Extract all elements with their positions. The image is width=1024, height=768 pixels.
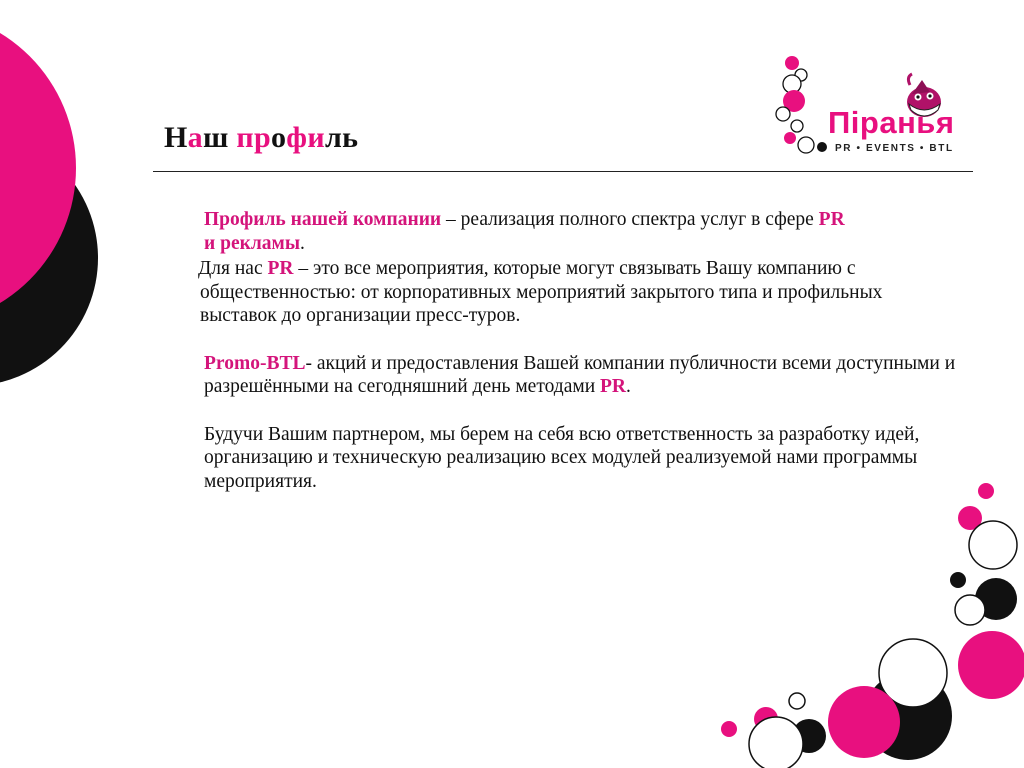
- bubble: [978, 483, 994, 499]
- bubble: [958, 631, 1024, 699]
- paragraph-profile: [200, 208, 960, 255]
- body-text: - акций и предоставления Вашей компании публичности всеми доступными и разрешёнными на сегодняшний день методами: [204, 352, 956, 397]
- highlight-text: Promo-BTL: [204, 352, 306, 374]
- bubble: [879, 639, 947, 707]
- bubble: [864, 672, 952, 760]
- left-black-circle: [0, 130, 98, 386]
- body-text: – реализация полного спектра услуг в сфере: [441, 209, 819, 230]
- bubble: [749, 717, 803, 768]
- bubble: [969, 521, 1017, 569]
- highlight-text: и рекламы: [204, 232, 301, 254]
- bubble: [975, 578, 1017, 620]
- bubble: [754, 707, 778, 731]
- bubble: [955, 595, 985, 625]
- logo-name: Піранья: [828, 105, 955, 140]
- logo-bubble: [798, 137, 814, 153]
- title-part: ш: [202, 121, 237, 154]
- logo-tagline: PR • EVENTS • BTL: [835, 143, 954, 154]
- bubble: [789, 693, 805, 709]
- bubble: [792, 719, 826, 753]
- logo-bubble: [776, 107, 790, 121]
- title-part-accent: пр: [236, 121, 271, 154]
- title-part-accent: фи: [286, 121, 325, 154]
- title-divider: [153, 171, 973, 172]
- bubble: [828, 686, 900, 758]
- highlight-text: PR: [267, 258, 294, 279]
- title-part: о: [270, 121, 287, 154]
- highlight-text: PR: [818, 209, 845, 230]
- paragraph-partner: Будучи Вашим партнером, мы берем на себя всю ответственность за разработку идей, организацию и техническую реализацию всех модулей реализуемой нами программы мероприятия.: [204, 423, 920, 492]
- body-text: .: [300, 232, 305, 254]
- title-part-accent: а: [187, 121, 203, 154]
- logo-bubble: [784, 132, 796, 144]
- title-part: Н: [164, 121, 188, 154]
- body-text: Для нас: [198, 258, 268, 279]
- bubble: [721, 721, 737, 737]
- bubble: [958, 506, 982, 530]
- logo-bubble: [817, 142, 827, 152]
- paragraph-promo-btl: [200, 352, 960, 399]
- body-text: .: [626, 376, 631, 397]
- paragraph-pr: [200, 257, 960, 328]
- title-part: ль: [324, 121, 359, 154]
- left-pink-circle: [0, 10, 76, 326]
- logo-bubble: [785, 56, 799, 70]
- highlight-text: PR: [600, 376, 626, 397]
- logo-bubble: [791, 120, 803, 132]
- bubble: [950, 572, 966, 588]
- page-title: [164, 118, 358, 158]
- highlight-text: Профиль нашей компании: [204, 209, 442, 230]
- body-text: – это все мероприятия, которые могут связывать Вашу компанию с общественностью: от корпоративных мероприятий закрытого типа и профильных выставок до организации пресс-туров.: [200, 258, 883, 326]
- content-body: [200, 208, 960, 493]
